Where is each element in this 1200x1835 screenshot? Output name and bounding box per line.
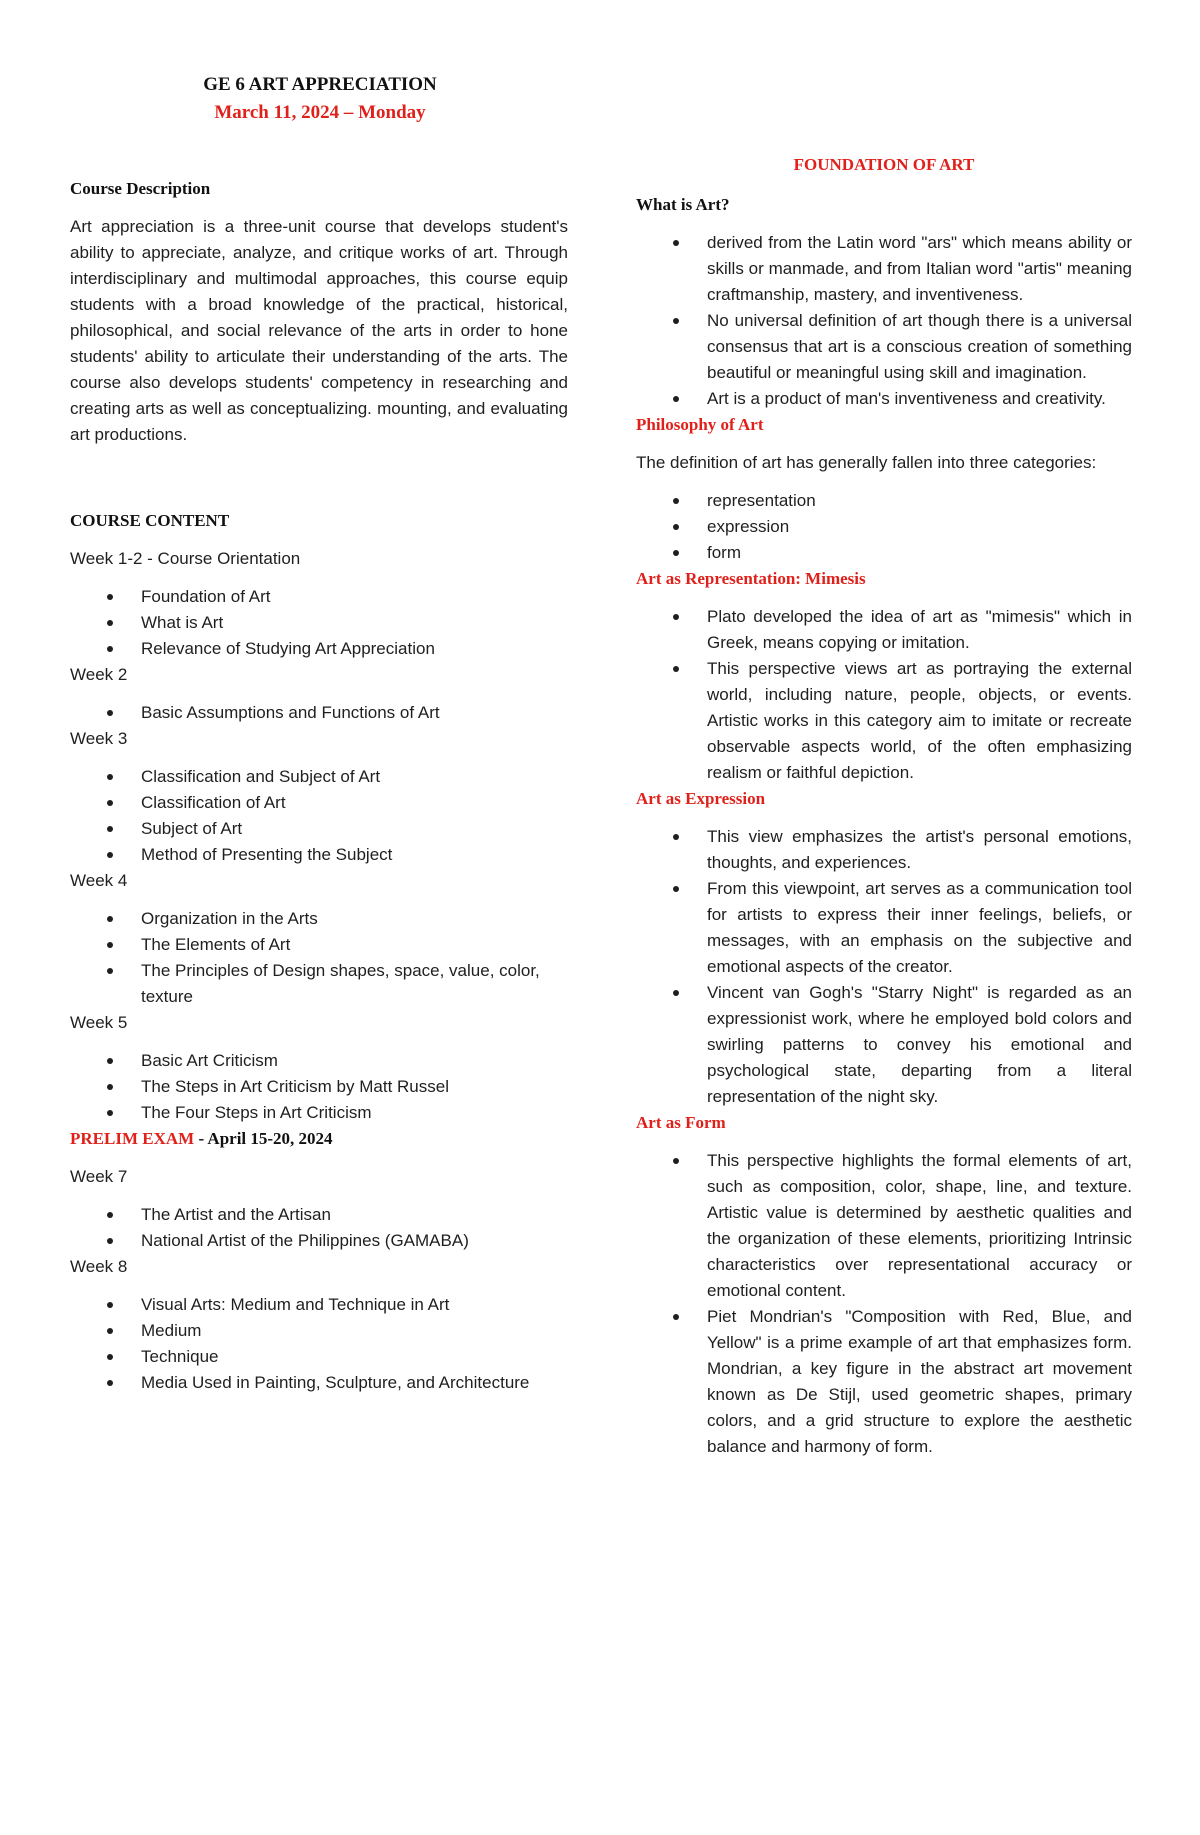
list-item: Classification and Subject of Art (70, 764, 568, 790)
course-description-heading: Course Description (70, 179, 211, 198)
week-label: Week 3 (70, 729, 128, 748)
what-is-art-list (636, 230, 1132, 412)
week-topic-list (70, 1292, 568, 1396)
course-content-heading: COURSE CONTENT (70, 511, 230, 530)
left-column (70, 176, 568, 1396)
what-is-art-heading: What is Art? (636, 195, 730, 214)
week-label: Week 5 (70, 1013, 128, 1032)
course-description-text: Art appreciation is a three-unit course that develops student's ability to appreciate, analyze, and critique works of art. Through interdisciplinary and multimodal approaches, this course equip students with a broad knowledge of the practical, historical, philosophical, and social relevance of the arts in order to hone students' ability to articulate their understanding of the arts. The course also develops students' competency in researching and creating arts as well as conceptualizing. mounting, and evaluating art productions. (70, 217, 568, 444)
document-date: March 11, 2024 – Monday (214, 102, 426, 123)
week-label: Week 8 (70, 1257, 128, 1276)
week-label: Week 7 (70, 1167, 128, 1186)
list-item: Subject of Art (70, 816, 568, 842)
right-column (636, 152, 1132, 1460)
week-topic-list (70, 584, 568, 662)
list-item: The Elements of Art (70, 932, 568, 958)
list-item: representation (636, 488, 1132, 514)
list-item: No universal definition of art though there is a universal consensus that art is a conscious creation of something beautiful or meaningful using skill and imagination. (636, 308, 1132, 386)
prelim-exam-label: PRELIM EXAM (70, 1129, 195, 1148)
list-item: Plato developed the idea of art as "mimesis" which in Greek, means copying or imitation. (636, 604, 1132, 656)
week-topic-list (70, 700, 568, 726)
list-item: Art is a product of man's inventiveness and creativity. (636, 386, 1132, 412)
list-item: Piet Mondrian's "Composition with Red, Blue, and Yellow" is a prime example of art that emphasizes form. Mondrian, a key figure in the abstract art movement known as De Stijl, used geometric shapes, primary colors, and a grid structure to explore the aesthetic balance and harmony of form. (636, 1304, 1132, 1460)
list-item: Method of Presenting the Subject (70, 842, 568, 868)
list-item: The Principles of Design shapes, space, value, color, texture (70, 958, 568, 1010)
list-item: form (636, 540, 1132, 566)
list-item: From this viewpoint, art serves as a communication tool for artists to express their inner feelings, beliefs, or messages, with an emphasis on the subjective and emotional aspects of the creator. (636, 876, 1132, 980)
list-item: expression (636, 514, 1132, 540)
list-item: The Steps in Art Criticism by Matt Russel (70, 1074, 568, 1100)
list-item: Relevance of Studying Art Appreciation (70, 636, 568, 662)
form-list (636, 1148, 1132, 1460)
list-item: Organization in the Arts (70, 906, 568, 932)
list-item: Foundation of Art (70, 584, 568, 610)
representation-heading: Art as Representation: Mimesis (636, 569, 866, 588)
philosophy-heading: Philosophy of Art (636, 415, 764, 434)
list-item: Media Used in Painting, Sculpture, and Architecture (70, 1370, 568, 1396)
week-topic-list (70, 1202, 568, 1254)
list-item: Technique (70, 1344, 568, 1370)
list-item: This perspective views art as portraying the external world, including nature, people, objects, or events. Artistic works in this category aim to imitate or recreate observable aspects world, of the often emphasizing realism or faithful depiction. (636, 656, 1132, 786)
list-item: Basic Art Criticism (70, 1048, 568, 1074)
expression-list (636, 824, 1132, 1110)
list-item: derived from the Latin word "ars" which means ability or skills or manmade, and from Italian word "artis" meaning craftmanship, mastery, and inventiveness. (636, 230, 1132, 308)
prelim-exam-line (70, 1126, 568, 1152)
week-topic-list (70, 1048, 568, 1126)
week-label: Week 2 (70, 665, 128, 684)
list-item: This perspective highlights the formal elements of art, such as composition, color, shape, line, and texture. Artistic value is determined by aesthetic qualities and the organization of these elements, prioritizing Intrinsic characteristics over representational accuracy or emotional content. (636, 1148, 1132, 1304)
list-item: Classification of Art (70, 790, 568, 816)
foundation-heading: FOUNDATION OF ART (793, 155, 975, 174)
representation-list (636, 604, 1132, 786)
list-item: The Artist and the Artisan (70, 1202, 568, 1228)
title-block (70, 72, 570, 126)
week-topic-list (70, 764, 568, 868)
list-item: What is Art (70, 610, 568, 636)
list-item: The Four Steps in Art Criticism (70, 1100, 568, 1126)
expression-heading: Art as Expression (636, 789, 766, 808)
document-title: GE 6 ART APPRECIATION (203, 74, 437, 95)
week-label: Week 1-2 - Course Orientation (70, 549, 301, 568)
list-item: Medium (70, 1318, 568, 1344)
form-heading: Art as Form (636, 1113, 726, 1132)
prelim-exam-date: - April 15-20, 2024 (194, 1129, 333, 1148)
philosophy-list (636, 488, 1132, 566)
week-topic-list (70, 906, 568, 1010)
list-item: Basic Assumptions and Functions of Art (70, 700, 568, 726)
list-item: Vincent van Gogh's "Starry Night" is regarded as an expressionist work, where he employed bold colors and swirling patterns to convey his emotional and psychological state, departing from a literal representation of the night sky. (636, 980, 1132, 1110)
week-label: Week 4 (70, 871, 128, 890)
list-item: This view emphasizes the artist's personal emotions, thoughts, and experiences. (636, 824, 1132, 876)
philosophy-intro: The definition of art has generally fallen into three categories: (636, 453, 1097, 472)
list-item: Visual Arts: Medium and Technique in Art (70, 1292, 568, 1318)
list-item: National Artist of the Philippines (GAMABA) (70, 1228, 568, 1254)
